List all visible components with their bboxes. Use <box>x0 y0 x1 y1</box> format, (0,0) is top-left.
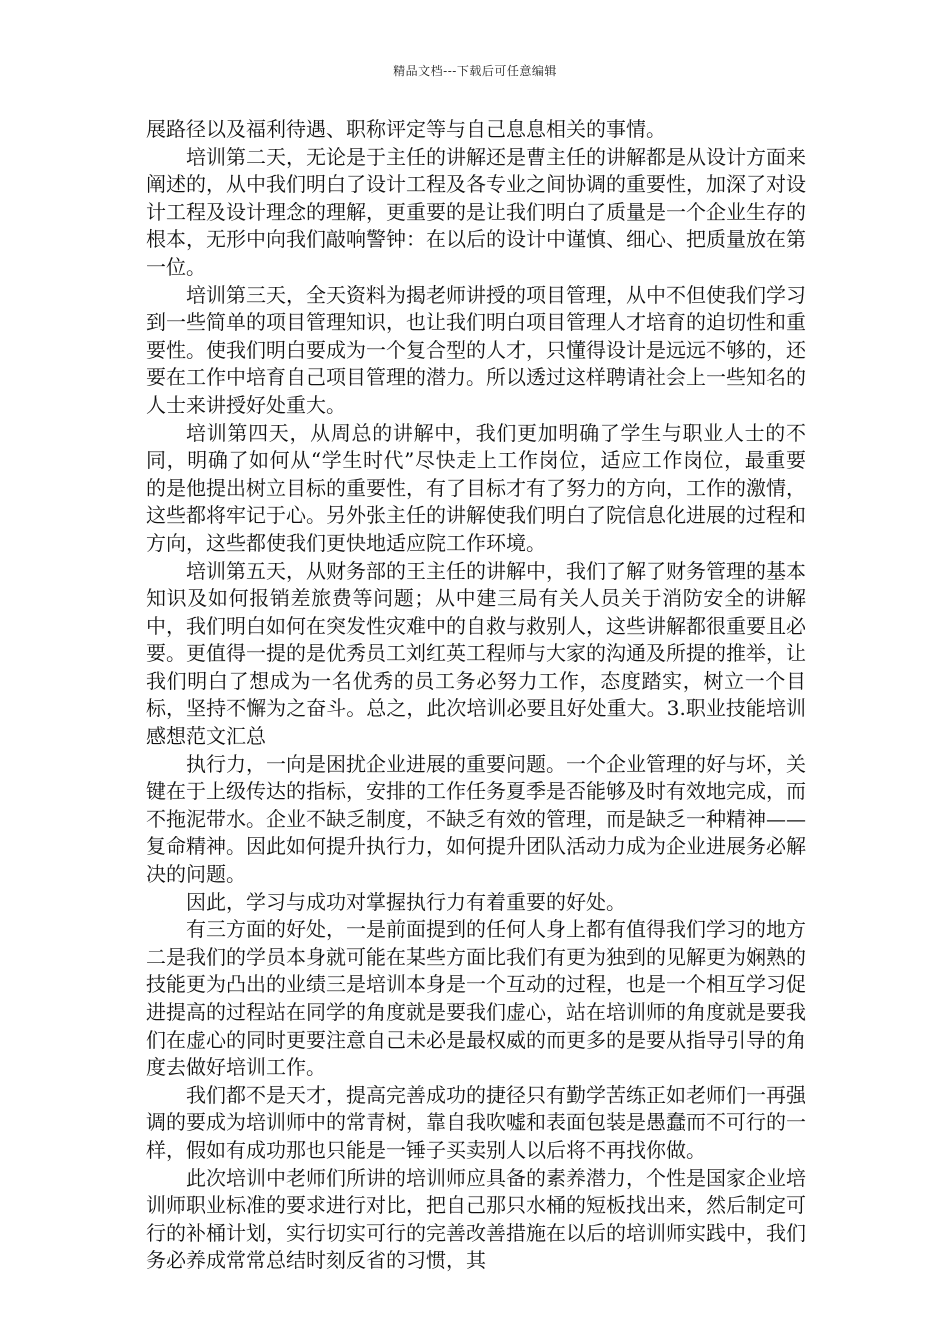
paragraph: 培训第四天，从周总的讲解中，我们更加明确了学生与职业人士的不同，明确了如何从“学生时代”尽快走上工作岗位，适应工作岗位，最重要的是他提出树立目标的重要性，有了目标才有了努力的方向，工作的激情，这些都将牢记于心。另外张主任的讲解使我们明白了院信息化进展的过程和方向，这些都使我们更快地适应院工作环境。 <box>146 420 806 555</box>
paragraph: 执行力，一向是困扰企业进展的重要问题。一个企业管理的好与坏，关键在于上级传达的指标，安排的工作任务夏季是否能够及时有效地完成，而不拖泥带水。企业不缺乏制度，不缺乏有效的管理，而是缺乏一种精神——复命精神。因此如何提升执行力，如何提升团队活动力成为企业进展务必解决的问题。 <box>146 751 806 887</box>
paragraph: 展路径以及福利待遇、职称评定等与自己息息相关的事情。 <box>146 117 666 141</box>
page-header: 精品文档---下载后可任意编辑 <box>393 64 557 78</box>
paragraph: 因此，学习与成功对掌握执行力有着重要的好处。 <box>186 889 626 914</box>
paragraph: 此次培训中老师们所讲的培训师应具备的素养潜力，个性是国家企业培训师职业标准的要求进行对比，把自己那只水桶的短板找出来，然后制定可行的补桶计划，实行切实可行的完善改善措施在以后的培训师实践中，我们务必养成常常总结时刻反省的习惯，其 <box>146 1165 806 1273</box>
paragraph: 培训第二天，无论是于主任的讲解还是曹主任的讲解都是从设计方面来阐述的，从中我们明白了设计工程及各专业之间协调的重要性，加深了对设计工程及设计理念的理解，更重要的是让我们明白了质量是一个企业生存的根本，无形中向我们敲响警钟：在以后的设计中谨慎、细心、把质量放在第一位。 <box>146 144 806 279</box>
paragraph: 培训第五天，从财务部的王主任的讲解中，我们了解了财务管理的基本知识及如何报销差旅费等问题；从中建三局有关人员关于消防安全的讲解中，我们明白如何在突发性灾难中的自救与救别人，这些讲解都很重要且必要。更值得一提的是优秀员工刘红英工程师与大家的沟通及所提的推举，让我们明白了想成为一名优秀的员工务必努力工作，态度踏实，树立一个目标，坚持不懈为之奋斗。总之，此次培训必要且好处重大。3.职业技能培训感想范文汇总 <box>146 558 806 749</box>
document-body <box>146 116 806 1275</box>
paragraph: 有三方面的好处，一是前面提到的任何人身上都有值得我们学习的地方二是我们的学员本身就可能在某些方面比我们有更为独到的见解更为娴熟的技能更为凸出的业绩三是培训本身是一个互动的过程，也是一个相互学习促进提高的过程站在同学的角度就是要我们虚心，站在培训师的角度就是要我们在虚心的同时更要注意自己未必是最权威的而更多的是要从指导引导的角度去做好培训工作。 <box>146 917 806 1080</box>
paragraph: 培训第三天，全天资料为揭老师讲授的项目管理，从中不但使我们学习到一些简单的项目管理知识，也让我们明白项目管理人才培育的迫切性和重要性。使我们明白要成为一个复合型的人才，只懂得设计是远远不够的，还要在工作中培育自己项目管理的潜力。所以透过这样聘请社会上一些知名的人士来讲授好处重大。 <box>146 282 806 417</box>
paragraph: 我们都不是天才，提高完善成功的捷径只有勤学苦练正如老师们一再强调的要成为培训师中的常青树，靠自我吹嘘和表面包装是愚蠢而不可行的一样，假如有成功那也只能是一锤子买卖别人以后将不再找你做。 <box>146 1082 806 1162</box>
